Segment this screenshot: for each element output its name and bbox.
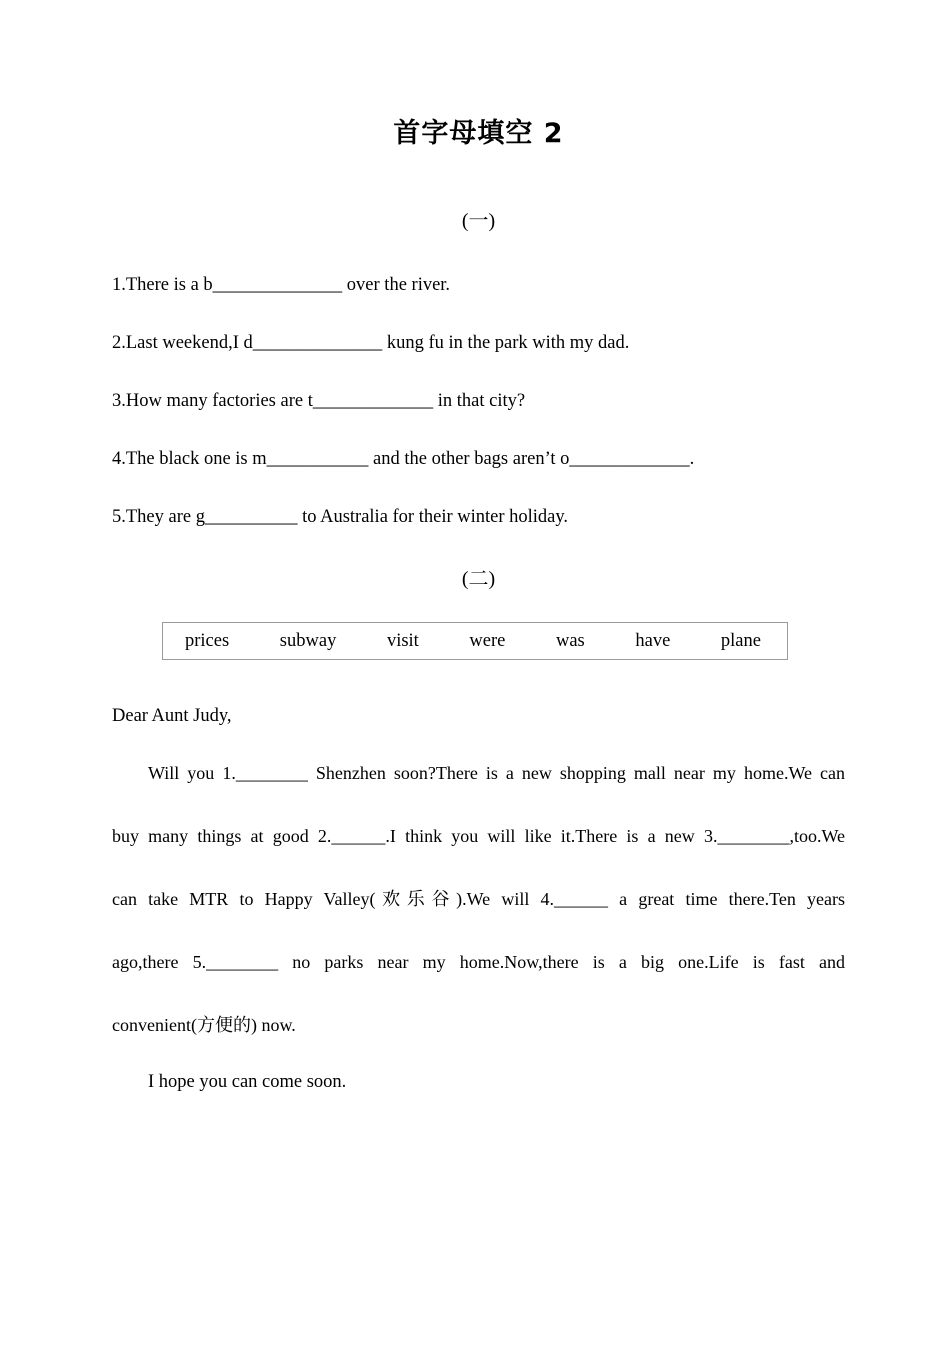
- letter-line-3: can take MTR to Happy Valley(欢乐谷).We will 4.______ a great time there.Ten years: [112, 889, 845, 909]
- letter-closing: I hope you can come soon.: [148, 1072, 347, 1092]
- fill-blank-item-1: 1.There is a b______________ over the river.: [112, 275, 451, 295]
- letter-body: [112, 742, 845, 1057]
- worksheet-title: 首字母填空 2: [393, 118, 564, 149]
- fill-blank-item-4: 4.The black one is m___________ and the other bags aren’t o_____________.: [112, 449, 695, 469]
- word-bank-word-were: were: [469, 630, 506, 651]
- word-bank-word-plane: plane: [720, 630, 761, 651]
- fill-blank-item-3: 3.How many factories are t_____________ in that city?: [112, 391, 526, 411]
- fill-blank-item-5: 5.They are g__________ to Australia for their winter holiday.: [112, 507, 569, 527]
- word-bank-word-visit: visit: [386, 630, 419, 651]
- letter-line-1: Will you 1.________ Shenzhen soon?There is a new shopping mall near my home.We can: [148, 763, 845, 783]
- word-bank-word-have: have: [635, 630, 671, 651]
- letter-line-5: convenient(方便的) now.: [112, 1015, 296, 1035]
- word-bank-word-was: was: [555, 630, 585, 651]
- letter-salutation: Dear Aunt Judy,: [112, 706, 232, 726]
- section-one-items: [112, 275, 845, 527]
- section-two-heading: (二): [461, 568, 496, 590]
- letter-line-2: buy many things at good 2.______.I think you will like it.There is a new 3.________,too.We: [112, 826, 845, 846]
- letter-line-4: ago,there 5.________ no parks near my home.Now,there is a big one.Life is fast and: [112, 952, 845, 972]
- word-bank-word-subway: subway: [279, 630, 337, 651]
- section-one-heading: (一): [461, 210, 496, 232]
- word-bank-box: [162, 622, 788, 660]
- word-bank-word-prices: prices: [185, 630, 230, 651]
- fill-blank-item-2: 2.Last weekend,I d______________ kung fu in the park with my dad.: [112, 333, 630, 353]
